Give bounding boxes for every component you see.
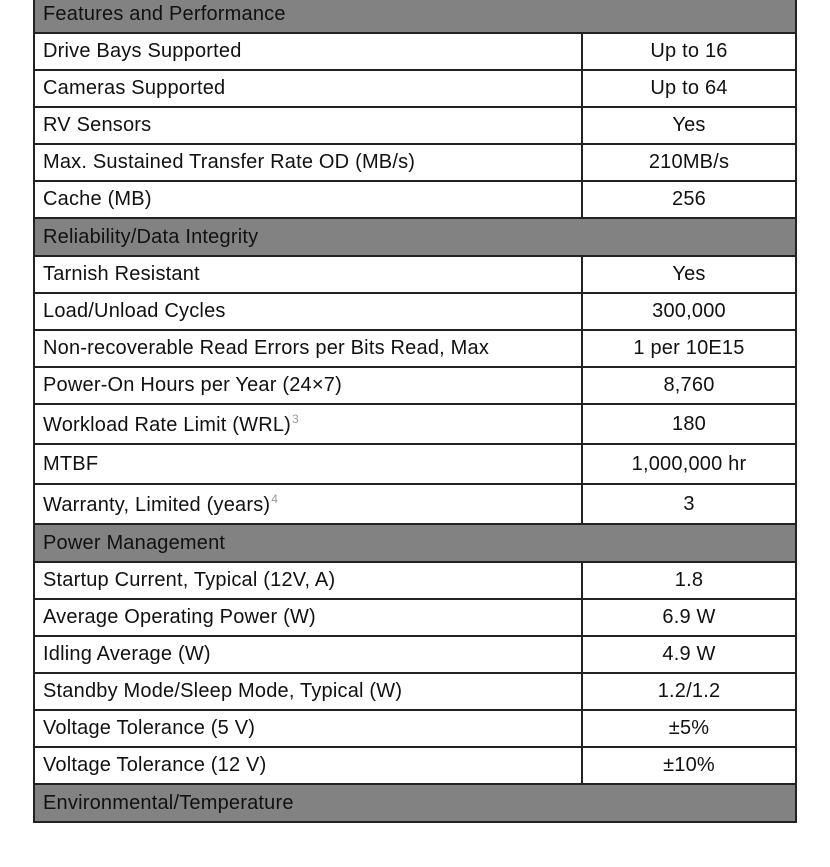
table-row	[34, 562, 796, 599]
table-row	[34, 70, 796, 107]
table-row	[34, 33, 796, 70]
table-row	[34, 367, 796, 404]
table-row	[34, 747, 796, 784]
table-row	[34, 404, 796, 444]
spec-value: 300,000	[582, 293, 796, 330]
spec-label-text: Workload Rate Limit (WRL)	[43, 413, 292, 436]
section-header-reliability	[34, 218, 796, 256]
section-title: Reliability/Data Integrity	[34, 218, 796, 256]
spec-label	[34, 484, 582, 524]
spec-value: Up to 64	[582, 70, 796, 107]
spec-label: Power-On Hours per Year (24×7)	[34, 367, 582, 404]
table-row	[34, 710, 796, 747]
spec-label: Drive Bays Supported	[34, 33, 582, 70]
spec-label: RV Sensors	[34, 107, 582, 144]
spec-value: Up to 16	[582, 33, 796, 70]
spec-label: Load/Unload Cycles	[34, 293, 582, 330]
section-title: Power Management	[34, 524, 796, 562]
table-row	[34, 144, 796, 181]
spec-label: Cache (MB)	[34, 181, 582, 218]
spec-label: Idling Average (W)	[34, 636, 582, 673]
spec-label: Voltage Tolerance (12 V)	[34, 747, 582, 784]
spec-label-text: Warranty, Limited (years)	[43, 493, 271, 516]
section-title: Features and Performance	[34, 0, 796, 33]
spec-value: 180	[582, 404, 796, 444]
section-header-features-performance	[34, 0, 796, 33]
spec-value: 6.9 W	[582, 599, 796, 636]
specifications-table	[33, 0, 797, 823]
section-header-power-management	[34, 524, 796, 562]
spec-label: Cameras Supported	[34, 70, 582, 107]
footnote-marker: 4	[271, 491, 279, 506]
table-row	[34, 256, 796, 293]
section-header-environmental	[34, 784, 796, 822]
table-row	[34, 293, 796, 330]
spec-value: ±5%	[582, 710, 796, 747]
spec-label: Average Operating Power (W)	[34, 599, 582, 636]
spec-value: Yes	[582, 107, 796, 144]
spec-label: Non-recoverable Read Errors per Bits Read, Max	[34, 330, 582, 367]
spec-value: 1.8	[582, 562, 796, 599]
spec-value: 210MB/s	[582, 144, 796, 181]
spec-value: 1 per 10E15	[582, 330, 796, 367]
spec-label: Max. Sustained Transfer Rate OD (MB/s)	[34, 144, 582, 181]
spec-label: Startup Current, Typical (12V, A)	[34, 562, 582, 599]
footnote-marker: 3	[292, 411, 299, 426]
table-row	[34, 599, 796, 636]
table-row	[34, 181, 796, 218]
table-row	[34, 330, 796, 367]
spec-label	[34, 404, 582, 444]
table-row	[34, 444, 796, 484]
spec-value: 8,760	[582, 367, 796, 404]
table-row	[34, 107, 796, 144]
spec-label: Standby Mode/Sleep Mode, Typical (W)	[34, 673, 582, 710]
spec-label: Tarnish Resistant	[34, 256, 582, 293]
table-row	[34, 636, 796, 673]
spec-value: 1,000,000 hr	[582, 444, 796, 484]
spec-value: 1.2/1.2	[582, 673, 796, 710]
spec-value: Yes	[582, 256, 796, 293]
section-title: Environmental/Temperature	[34, 784, 796, 822]
spec-label: MTBF	[34, 444, 582, 484]
spec-label: Voltage Tolerance (5 V)	[34, 710, 582, 747]
table-row	[34, 673, 796, 710]
spec-value: 3	[582, 484, 796, 524]
spec-value: ±10%	[582, 747, 796, 784]
spec-value: 256	[582, 181, 796, 218]
table-row	[34, 484, 796, 524]
spec-value: 4.9 W	[582, 636, 796, 673]
